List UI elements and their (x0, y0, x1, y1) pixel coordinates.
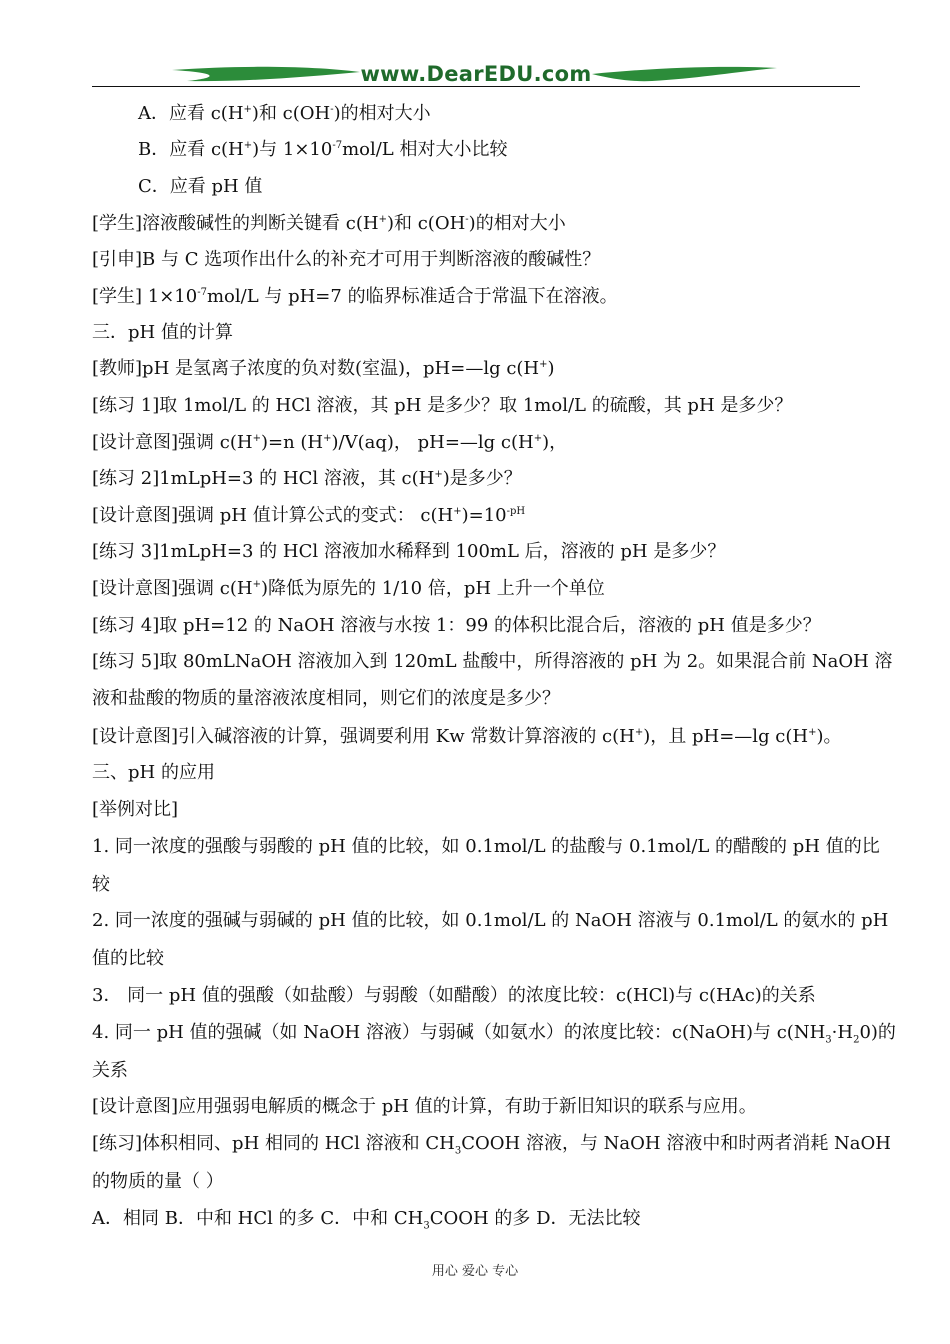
text-line: [设计意图]引入碱溶液的计算，强调要利用 Kw 常数计算溶液的 c(H+)，且 pH=—lg c(H+)。 (92, 726, 842, 747)
text-line: 液和盐酸的物质的量溶液浓度相同，则它们的浓度是多少？ (92, 688, 560, 709)
text-line: [练习 4]取 pH=12 的 NaOH 溶液与水按 1：99 的体积比混合后，溶液的 pH 值是多少？ (92, 615, 821, 636)
brand-logo-text: www.DearEDU.com (360, 62, 592, 86)
header-rule (92, 86, 860, 87)
text-line: A．应看 c(H+)和 c(OH-)的相对大小 (138, 103, 431, 124)
text-line: 关系 (92, 1060, 128, 1081)
text-line: [设计意图]强调 c(H+)=n (H+)/V(aq)， pH=—lg c(H+)， (92, 432, 568, 453)
section-heading: 三、pH 的应用 (92, 762, 215, 783)
text-line: [练习 2]1mLpH=3 的 HCl 溶液，其 c(H+)是多少？ (92, 468, 522, 489)
text-line: [设计意图]应用强弱电解质的概念于 pH 值的计算，有助于新旧知识的联系与应用。 (92, 1096, 757, 1117)
text-line: [引申]B 与 C 选项作出什么的补充才可用于判断溶液的酸碱性？ (92, 249, 601, 270)
text-line: C．应看 pH 值 (138, 176, 263, 197)
text-line: [学生]溶液酸碱性的判断关键看 c(H+)和 c(OH-)的相对大小 (92, 213, 566, 234)
text-line: [设计意图]强调 pH 值计算公式的变式： $c(H^+)=10^{-pH}$ (92, 505, 526, 526)
text-line: [设计意图]强调 c(H+)降低为原先的 1/10 倍，pH 上升一个单位 (92, 578, 605, 599)
text-line: [练习 1]取 1mol/L 的 HCl 溶液，其 pH 是多少？取 1mol/L 的硫酸，其 pH 是多少？ (92, 395, 793, 416)
text-line: 3． 同一 pH 值的强酸（如盐酸）与弱酸（如醋酸）的浓度比较：c(HCl)与 c(HAc)的关系 (92, 985, 816, 1006)
text-line: [练习 3]1mLpH=3 的 HCl 溶液加水稀释到 100mL 后，溶液的 pH 是多少？ (92, 541, 726, 562)
text-line: [学生] $1\times 10^{-7}mol/L$ 与 pH=7 的临界标准适合于常温下在溶液。 (92, 286, 618, 307)
text-line: [练习]体积相同、pH 相同的 HCl 溶液和 $CH_3COOH$ 溶液，与 NaOH 溶液中和时两者消耗 NaOH (92, 1133, 891, 1157)
text-line: 值的比较 (92, 948, 164, 969)
text-line: 2. 同一浓度的强碱与弱碱的 pH 值的比较，如 0.1mol/L 的 NaOH 溶液与 0.1mol/L 的氨水的 pH (92, 910, 889, 931)
text-line: 的物质的量（ ） (92, 1171, 224, 1192)
text-line: 较 (92, 874, 110, 895)
text-line: [练习 5]取 80mLNaOH 溶液加入到 120mL 盐酸中，所得溶液的 pH 为 2。如果混合前 NaOH 溶 (92, 651, 893, 672)
answer-options: A．相同 B．中和 HCl 的多 C．中和 $CH_3COOH$ 的多 D．无法比较 (92, 1208, 641, 1232)
text-line: [教师]pH 是氢离子浓度的负对数(室温)，pH=—lg c(H+) (92, 358, 555, 379)
text-line: [举例对比] (92, 799, 179, 820)
text-line: 1. 同一浓度的强酸与弱酸的 pH 值的比较，如 0.1mol/L 的盐酸与 0.1mol/L 的醋酸的 pH 值的比 (92, 836, 880, 857)
section-heading: 三．pH 值的计算 (92, 322, 233, 343)
page-footer: 用心 爱心 专心 (431, 1264, 519, 1279)
text-line: 4. 同一 pH 值的强碱（如 NaOH 溶液）与弱碱（如氨水）的浓度比较：c(NaOH)与 $c(NH_3\cdot H_20)$的 (92, 1022, 896, 1046)
text-line: B．应看 c(H+)与 $1\times 10^{-7}mol/L$ 相对大小比较 (138, 139, 508, 160)
